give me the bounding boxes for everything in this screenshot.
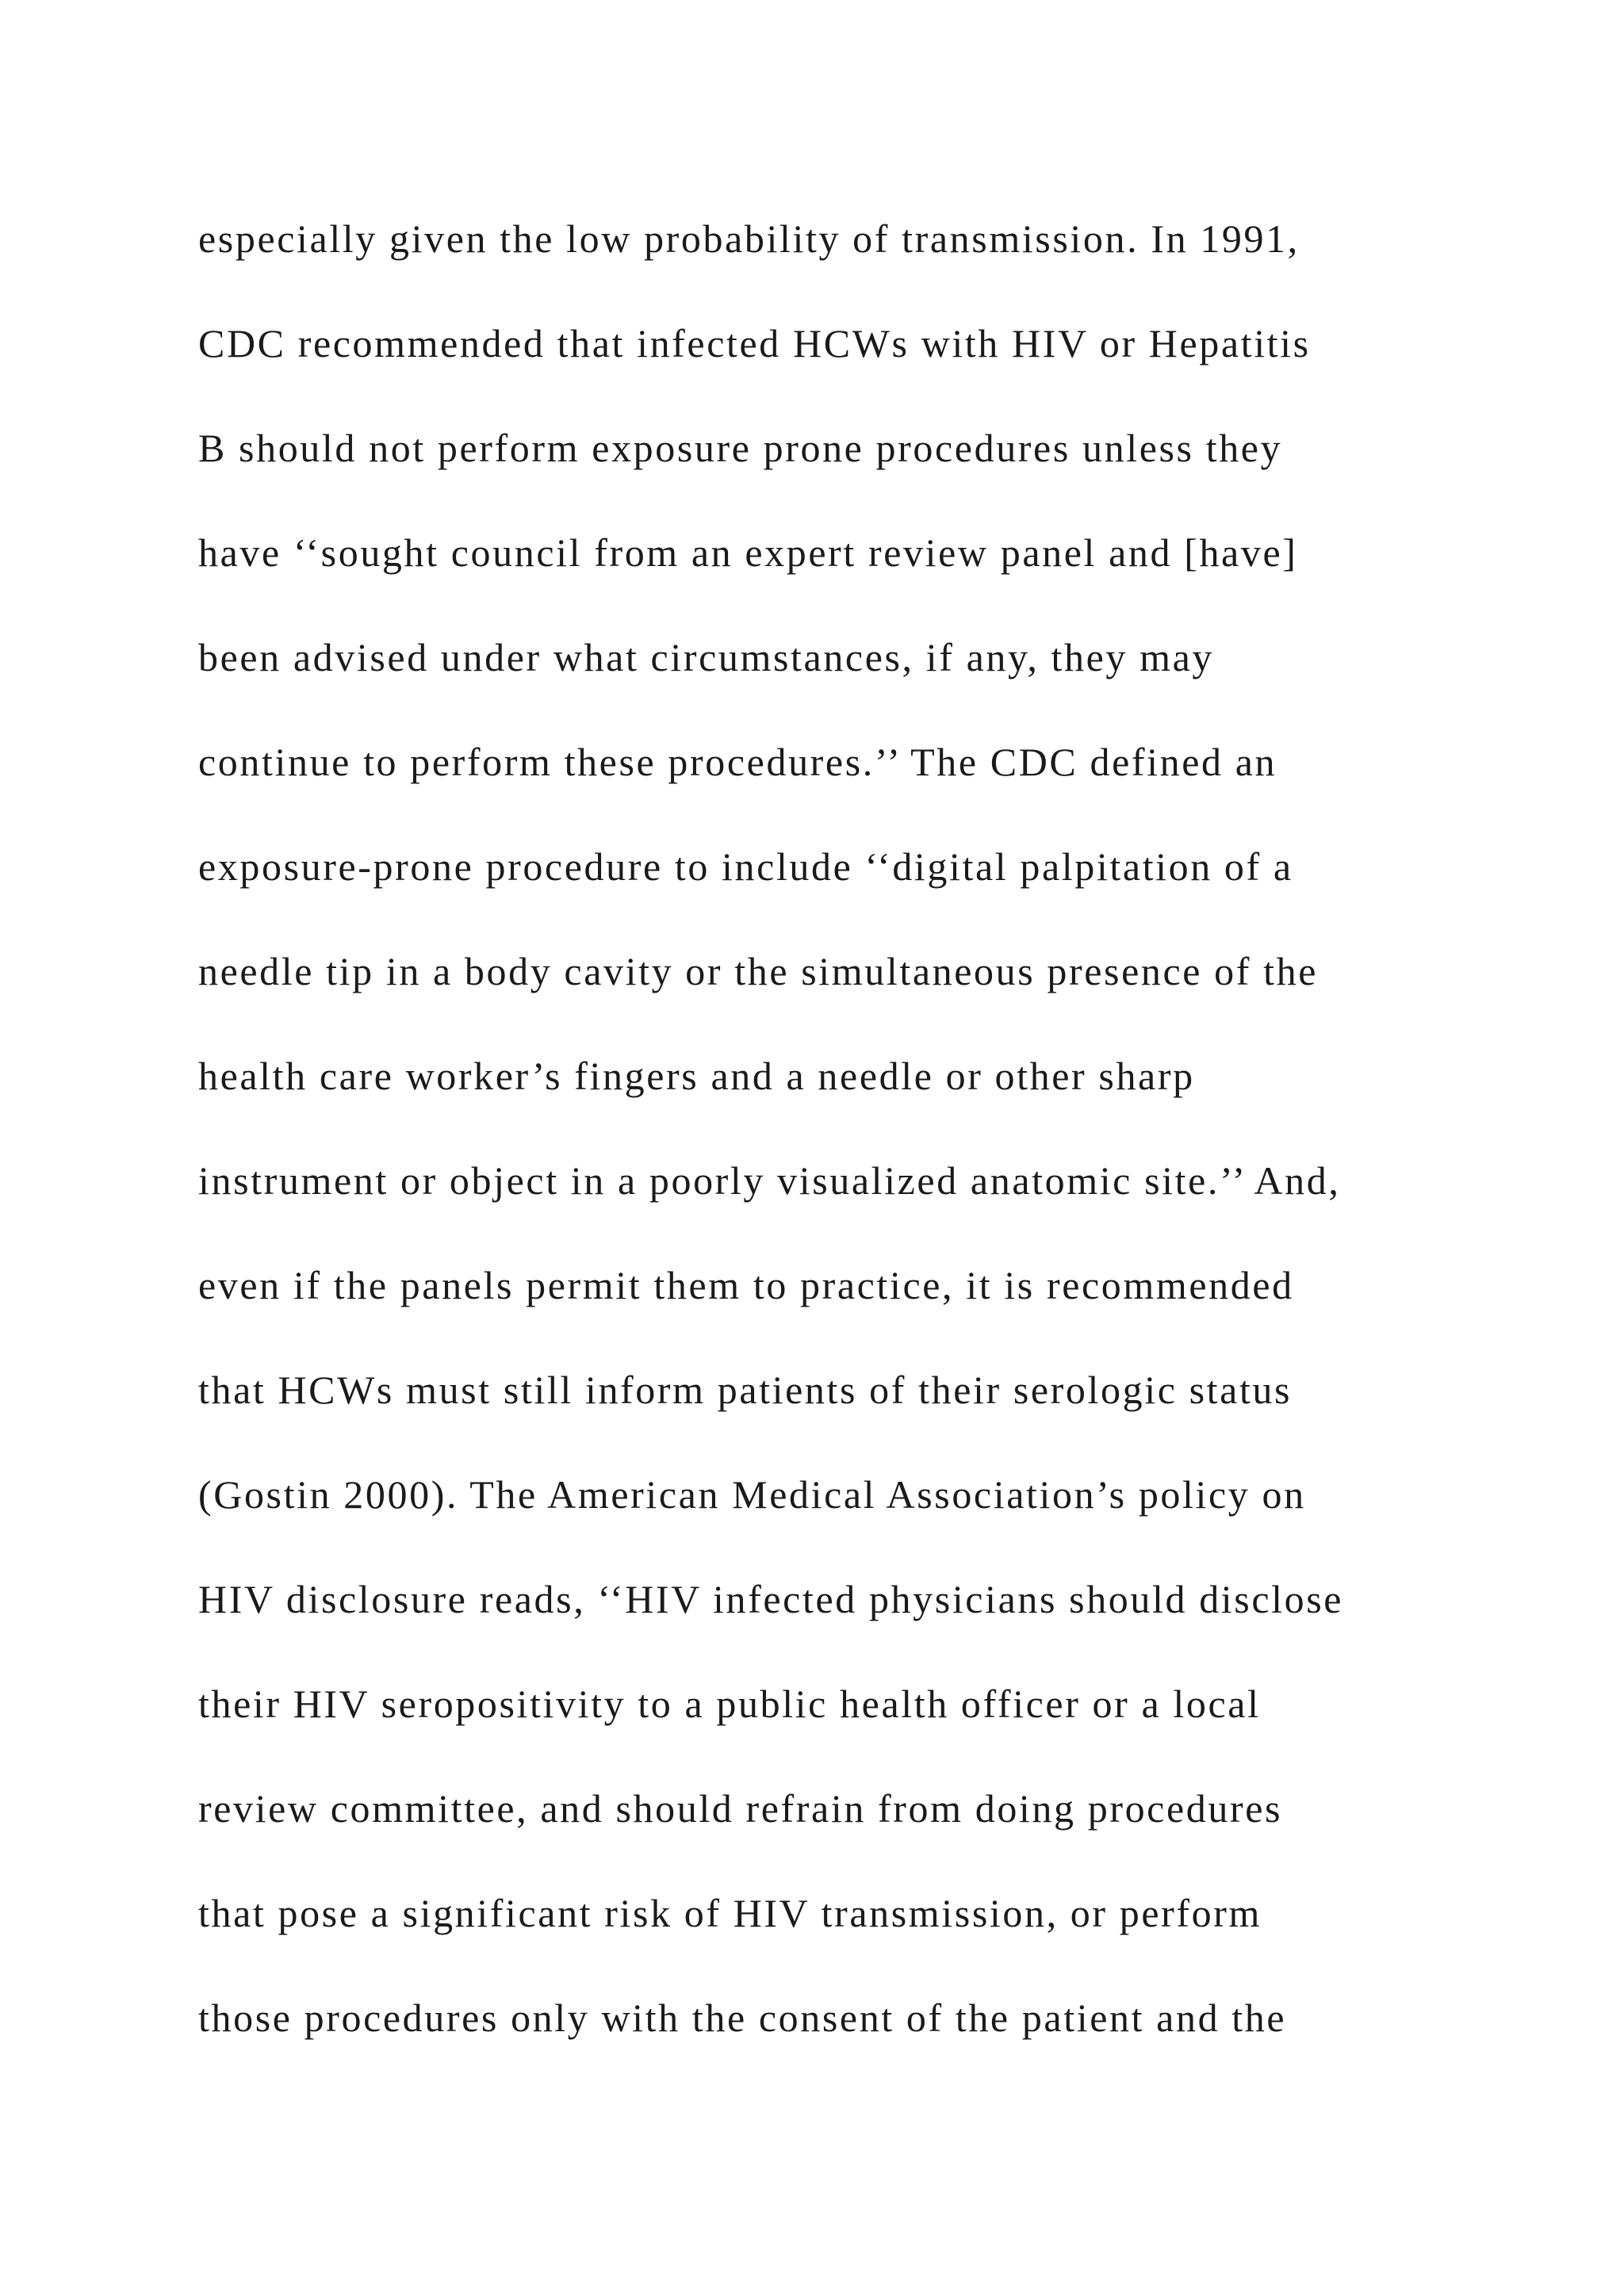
text-line: exposure-prone procedure to include ‘‘digital palpitation of a: [198, 844, 1293, 889]
text-line: even if the panels permit them to practice, it is recommended: [198, 1263, 1294, 1307]
text-line: those procedures only with the consent of the patient and the: [198, 1996, 1287, 2040]
text-line: (Gostin 2000). The American Medical Association’s policy on: [198, 1472, 1306, 1517]
text-line: been advised under what circumstances, if any, they may: [198, 635, 1215, 679]
body-text: [198, 186, 1507, 2070]
text-line: have ‘‘sought council from an expert review panel and [have]: [198, 530, 1298, 575]
text-line: B should not perform exposure prone procedures unless they: [198, 426, 1283, 470]
text-line: health care worker’s fingers and a needle or other sharp: [198, 1054, 1195, 1098]
text-line: especially given the low probability of transmission. In 1991,: [198, 216, 1300, 261]
text-line: their HIV seropositivity to a public health officer or a local: [198, 1682, 1261, 1726]
text-line: continue to perform these procedures.’’ The CDC defined an: [198, 740, 1277, 784]
text-line: HIV disclosure reads, ‘‘HIV infected physicians should disclose: [198, 1577, 1344, 1621]
text-line: review committee, and should refrain from doing procedures: [198, 1786, 1283, 1831]
text-line: instrument or object in a poorly visualized anatomic site.’’ And,: [198, 1158, 1341, 1203]
text-line: CDC recommended that infected HCWs with HIV or Hepatitis: [198, 321, 1311, 365]
text-line: that HCWs must still inform patients of their serologic status: [198, 1368, 1293, 1412]
text-line: that pose a significant risk of HIV transmission, or perform: [198, 1891, 1262, 1935]
text-line: needle tip in a body cavity or the simultaneous presence of the: [198, 949, 1319, 993]
